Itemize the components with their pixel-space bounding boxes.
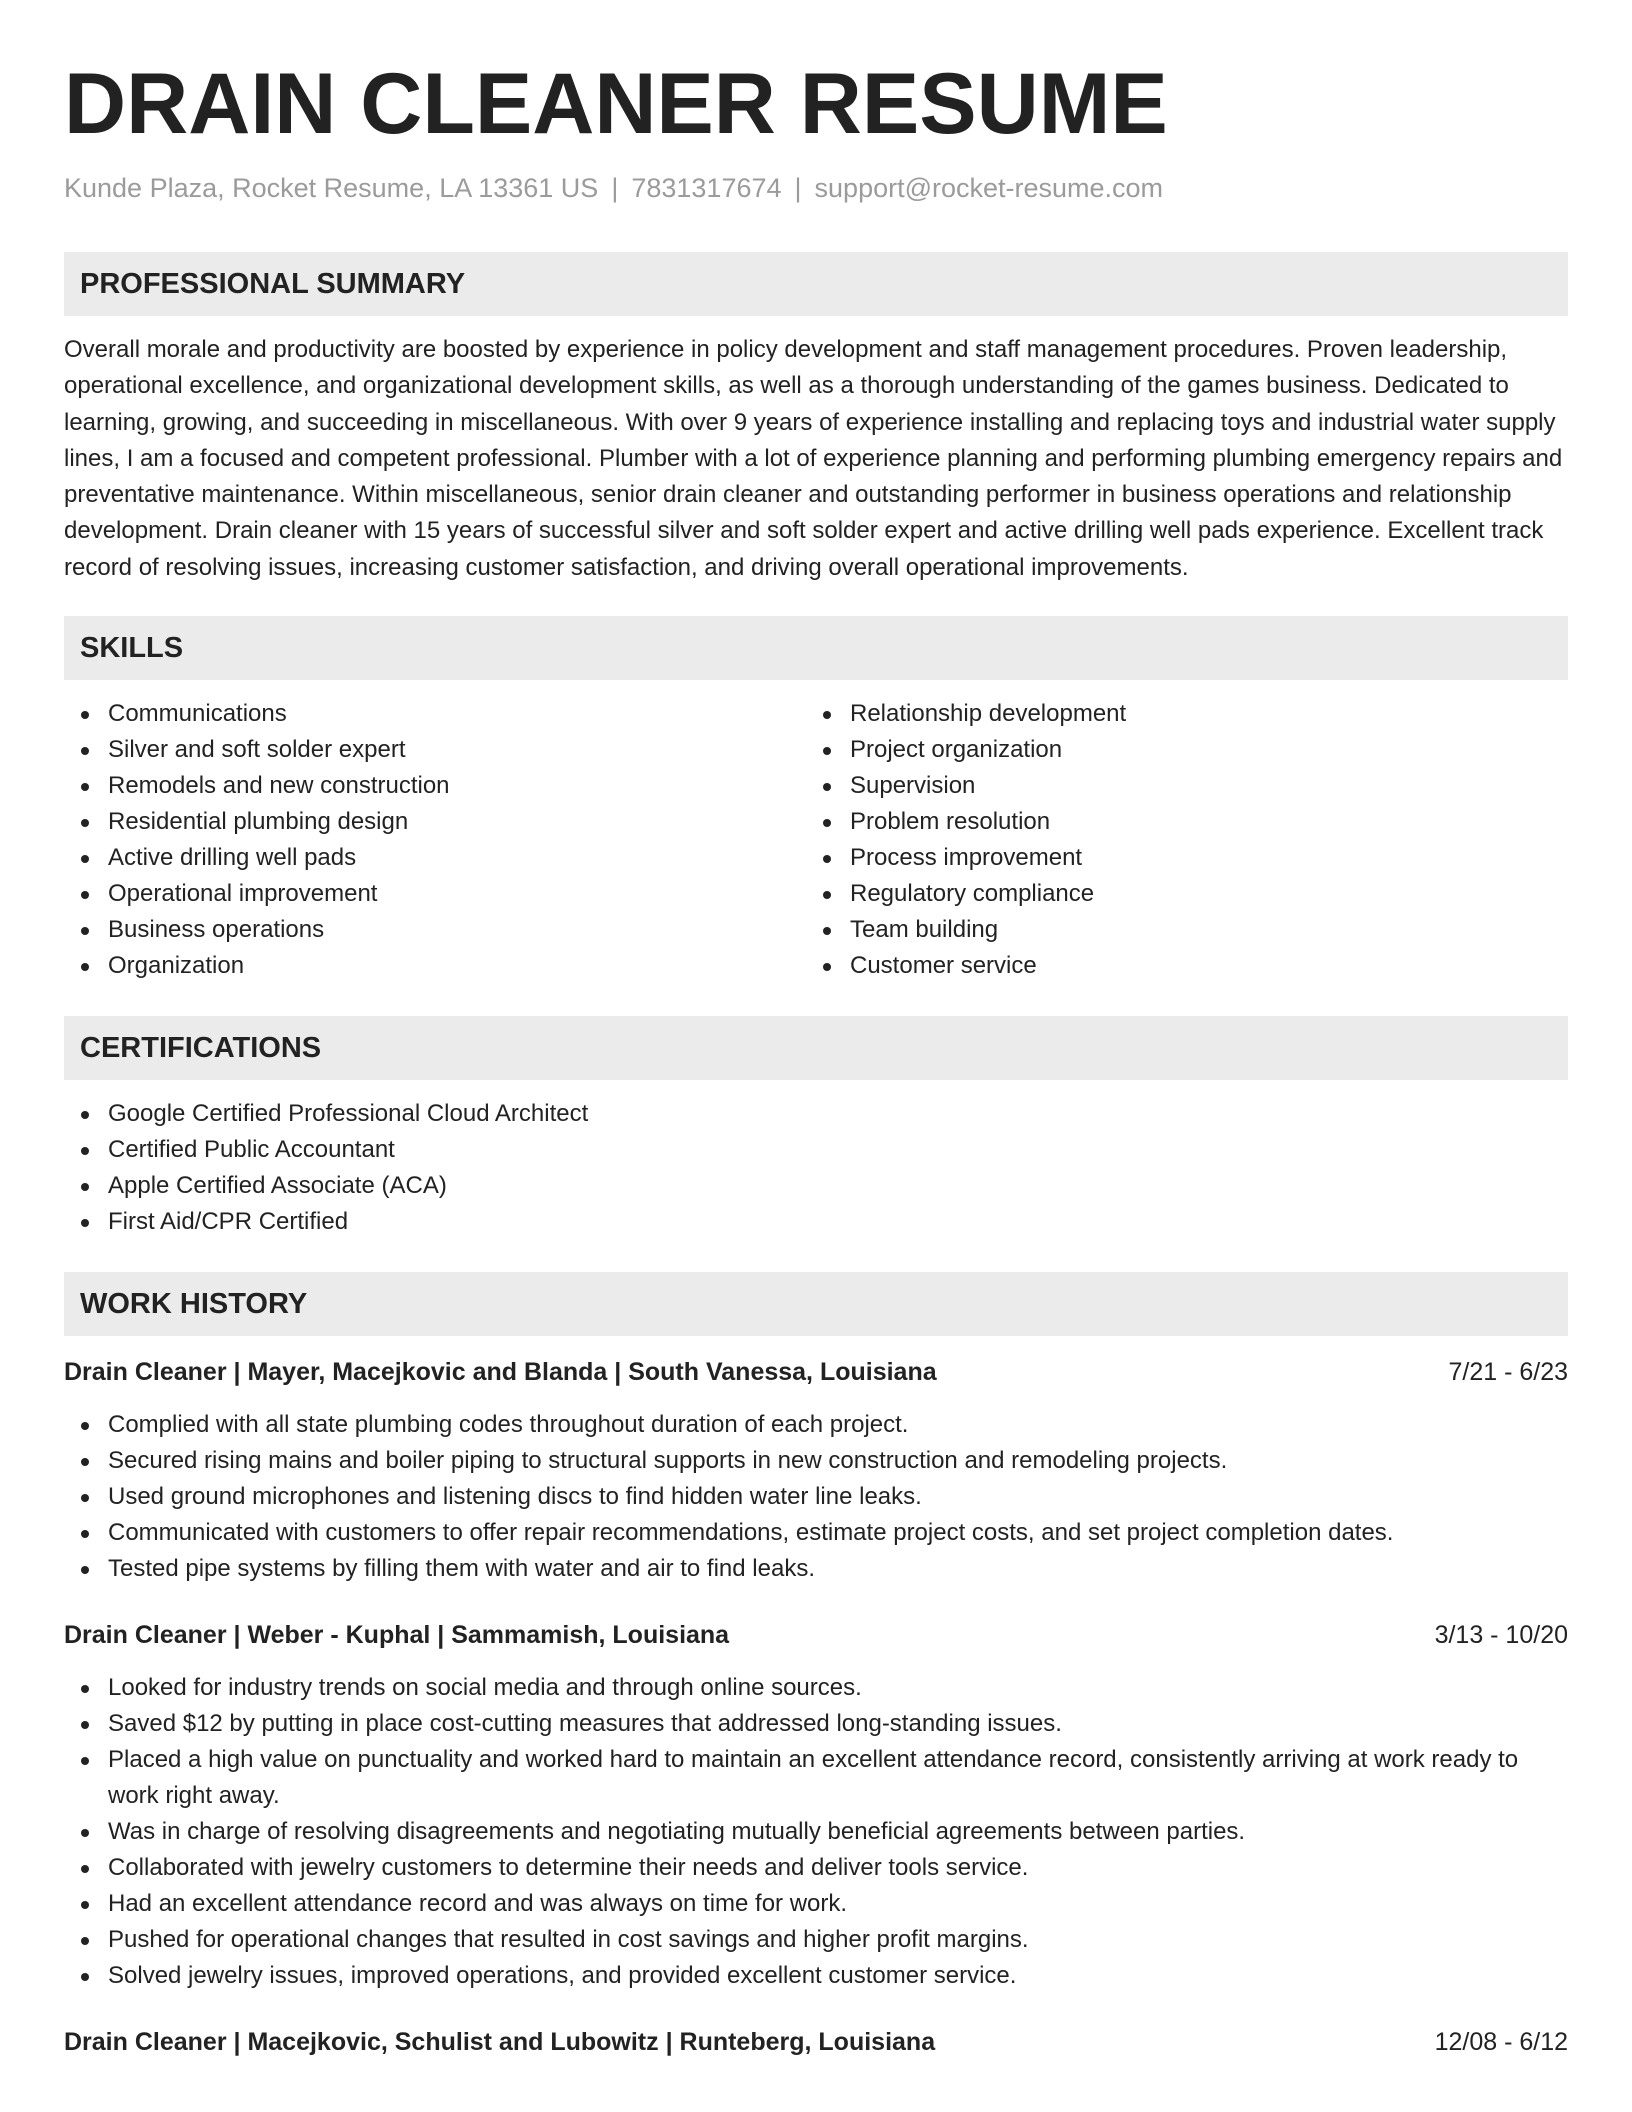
skill-item: Residential plumbing design	[64, 804, 806, 840]
skill-item: Regulatory compliance	[806, 876, 1548, 912]
job-title: Drain Cleaner | Mayer, Macejkovic and Blanda | South Vanessa, Louisiana	[64, 1358, 937, 1387]
certification-item: Certified Public Accountant	[64, 1132, 1568, 1168]
job-bullet: Saved $12 by putting in place cost-cutting measures that addressed long-standing issues.	[64, 1706, 1568, 1742]
skill-item: Customer service	[806, 948, 1548, 984]
job-header	[64, 1354, 1568, 1390]
contact-address: Kunde Plaza, Rocket Resume, LA 13361 US	[64, 173, 599, 203]
job-bullet: Placed a high value on punctuality and worked hard to maintain an excellent attendance record, consistently arriving at work ready to work right away.	[64, 1742, 1568, 1814]
skills-grid	[64, 696, 1568, 984]
skill-item: Silver and soft solder expert	[64, 732, 806, 768]
job-bullet: Used ground microphones and listening discs to find hidden water line leaks.	[64, 1479, 1568, 1515]
skill-item: Problem resolution	[806, 804, 1548, 840]
skill-item: Relationship development	[806, 696, 1548, 732]
section-heading-skills: SKILLS	[64, 616, 1568, 680]
skill-item: Project organization	[806, 732, 1548, 768]
skill-item: Active drilling well pads	[64, 840, 806, 876]
job-bullet: Complied with all state plumbing codes throughout duration of each project.	[64, 1407, 1568, 1443]
section-heading-certifications: CERTIFICATIONS	[64, 1016, 1568, 1080]
certification-item: First Aid/CPR Certified	[64, 1204, 1568, 1240]
job-bullet: Communicated with customers to offer repair recommendations, estimate project costs, and set project completion dates.	[64, 1515, 1568, 1551]
skills-column-right	[806, 696, 1548, 984]
job-bullet: Pushed for operational changes that resulted in cost savings and higher profit margins.	[64, 1922, 1568, 1958]
skill-item: Organization	[64, 948, 806, 984]
skill-item: Business operations	[64, 912, 806, 948]
contact-separator: |	[611, 173, 619, 203]
job-bullet: Collaborated with jewelry customers to determine their needs and deliver tools service.	[64, 1850, 1568, 1886]
certification-item: Google Certified Professional Cloud Architect	[64, 1096, 1568, 1132]
skill-item: Remodels and new construction	[64, 768, 806, 804]
job-header	[64, 2024, 1568, 2060]
job-title: Drain Cleaner | Macejkovic, Schulist and Lubowitz | Runteberg, Louisiana	[64, 2028, 936, 2057]
skills-column-left	[64, 696, 806, 984]
job-entry	[64, 1617, 1568, 1994]
certification-item: Apple Certified Associate (ACA)	[64, 1168, 1568, 1204]
job-header	[64, 1617, 1568, 1653]
contact-phone: 7831317674	[631, 173, 782, 203]
contact-separator: |	[794, 173, 802, 203]
job-title: Drain Cleaner | Weber - Kuphal | Sammamish, Louisiana	[64, 1621, 730, 1650]
job-bullet: Secured rising mains and boiler piping to structural supports in new construction and remodeling projects.	[64, 1443, 1568, 1479]
job-dates: 12/08 - 6/12	[1434, 2028, 1568, 2057]
job-dates: 3/13 - 10/20	[1434, 1621, 1568, 1650]
job-bullet: Looked for industry trends on social media and through online sources.	[64, 1670, 1568, 1706]
job-bullets	[64, 1407, 1568, 1587]
contact-email: support@rocket-resume.com	[814, 173, 1164, 203]
contact-line	[64, 170, 1568, 206]
job-bullet: Solved jewelry issues, improved operations, and provided excellent customer service.	[64, 1958, 1568, 1994]
certifications-list	[64, 1096, 1568, 1240]
job-bullet: Had an excellent attendance record and was always on time for work.	[64, 1886, 1568, 1922]
resume-title: DRAIN CLEANER RESUME	[64, 56, 1168, 152]
job-entry	[64, 2024, 1568, 2060]
summary-paragraph: Overall morale and productivity are boosted by experience in policy development and staff management procedures. Proven leadership, operational excellence, and organizational development skills, as well as a thorough understanding of the games business. Dedicated to learning, growing, and succeeding in miscellaneous. With over 9 years of experience installing and replacing toys and industrial water supply lines, I am a focused and competent professional. Plumber with a lot of experience planning and performing plumbing emergency repairs and preventative maintenance. Within miscellaneous, senior drain cleaner and outstanding performer in business operations and relationship development. Drain cleaner with 15 years of successful silver and soft solder expert and active drilling well pads experience. Excellent track record of resolving issues, increasing customer satisfaction, and driving overall operational improvements.	[64, 336, 1563, 581]
skill-item: Supervision	[806, 768, 1548, 804]
resume-page	[64, 56, 1568, 2060]
section-heading-work-history: WORK HISTORY	[64, 1272, 1568, 1336]
skill-item: Operational improvement	[64, 876, 806, 912]
job-entry	[64, 1354, 1568, 1587]
section-heading-summary: PROFESSIONAL SUMMARY	[64, 252, 1568, 316]
skill-item: Process improvement	[806, 840, 1548, 876]
skill-item: Team building	[806, 912, 1548, 948]
job-dates: 7/21 - 6/23	[1448, 1358, 1568, 1387]
job-bullet: Tested pipe systems by filling them with water and air to find leaks.	[64, 1551, 1568, 1587]
skill-item: Communications	[64, 696, 806, 732]
job-bullet: Was in charge of resolving disagreements and negotiating mutually beneficial agreements between parties.	[64, 1814, 1568, 1850]
job-bullets	[64, 1670, 1568, 1994]
